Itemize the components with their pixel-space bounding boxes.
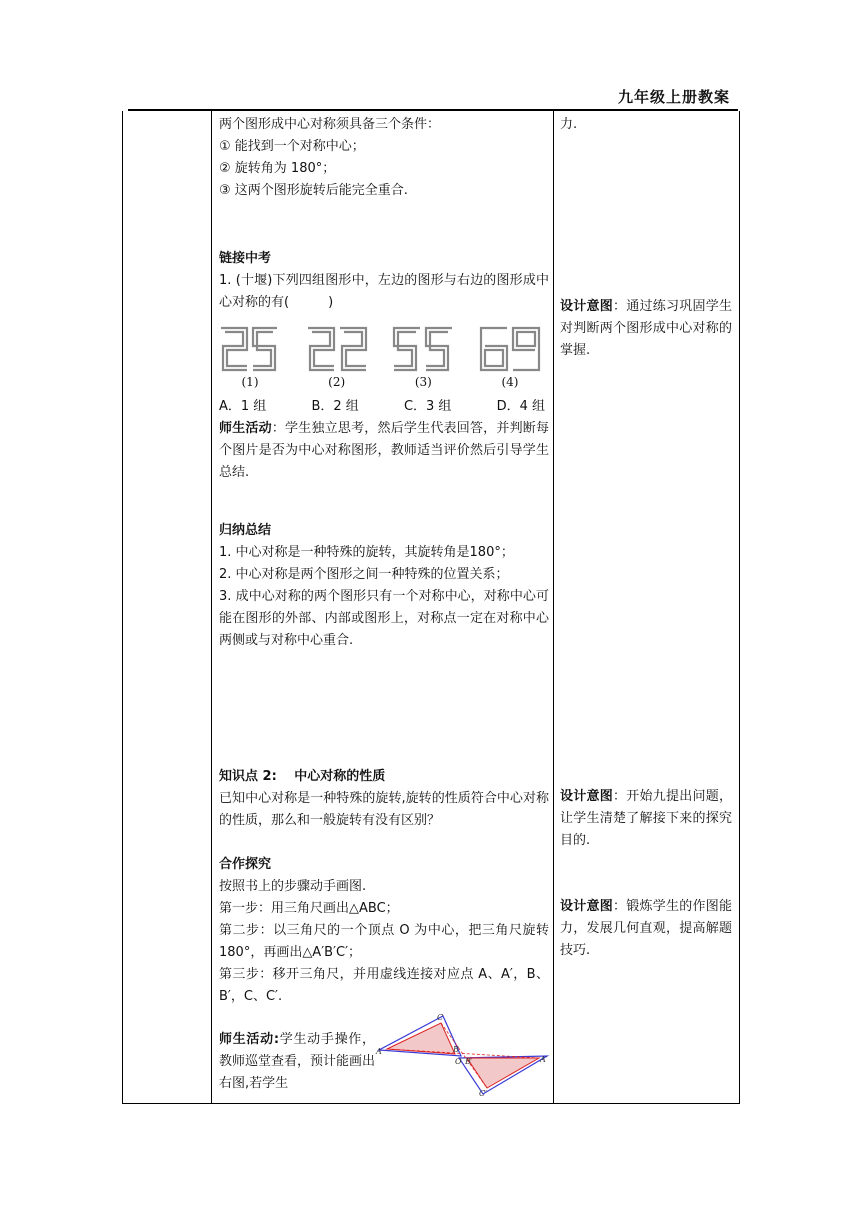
label-a: A — [376, 1047, 382, 1056]
knowledge-text: 已知中心对称是一种特殊的旋转,旋转的性质符合中心对称的性质，那么和一般旋转有没有区别？ — [219, 791, 549, 828]
knowledge-block — [219, 766, 549, 832]
knowledge-heading: 知识点 2: 中心对称的性质 — [219, 769, 386, 784]
column-divider-1 — [211, 111, 212, 1103]
design-note-label: 设计意图 — [560, 789, 613, 804]
answer-options — [219, 396, 545, 418]
design-note-3 — [560, 896, 732, 962]
page-header-title: 九年级上册教案 — [617, 88, 730, 106]
design-note-1 — [560, 296, 732, 362]
figure-label: (3) — [414, 375, 432, 389]
activity-label: 师生活动 — [219, 421, 272, 436]
coop-activity — [219, 1029, 375, 1095]
condition-item: ① 能找到一个对称中心； — [219, 139, 365, 154]
rotation-figure-shapes — [379, 1016, 547, 1094]
figure-label: (1) — [241, 375, 259, 389]
label-c: C — [437, 1013, 444, 1022]
option-b: B．2 组 — [311, 399, 359, 414]
summary-block — [219, 520, 549, 652]
label-c-prime: C′ — [479, 1089, 487, 1096]
option-d: D．4 组 — [496, 399, 545, 414]
digits-25-icon — [219, 324, 281, 372]
digits-22-icon — [306, 324, 368, 372]
design-note-text: ：通过练习巩固学生对判断两个图形成中心对称的掌握. — [560, 299, 732, 358]
coop-step-1: 第一步：用三角尺画出△ABC； — [219, 901, 399, 916]
coop-heading: 合作探究 — [219, 857, 272, 872]
note-top: 力. — [560, 117, 578, 132]
digit-figure-1 — [219, 324, 281, 390]
design-note-label: 设计意图 — [560, 299, 613, 314]
summary-item: 3. 成中心对称的两个图形只有一个对称中心，对称中心可能在图形的外部、内部或图形上，对称点一定在对称中心两侧或与对称中心重合. — [219, 589, 549, 648]
design-note-2 — [560, 786, 732, 852]
exam-question: 1. (十堰)下列四组图形中，左边的图形与右边的图形成中心对称的有( ) — [219, 273, 549, 310]
conditions-intro: 两个图形成中心对称须具备三个条件： — [219, 117, 441, 132]
figure-label: (4) — [501, 375, 519, 389]
digit-figure-2 — [306, 324, 368, 390]
figure-label: (2) — [328, 375, 346, 389]
label-b-prime: B′ — [465, 1057, 473, 1066]
digit-figure-3 — [392, 324, 454, 390]
coop-block — [219, 854, 549, 1008]
condition-item: ③ 这两个图形旋转后能完全重合. — [219, 183, 408, 198]
digits-69-icon — [479, 324, 541, 372]
design-note-label: 设计意图 — [560, 899, 613, 914]
triangle-a2b2c2 — [467, 1058, 539, 1088]
coop-intro: 按照书上的步骤动手画图. — [219, 879, 367, 894]
activity-text: 学生动手操作，教师巡堂查看，预计能画出右图,若学生 — [219, 1032, 376, 1091]
summary-item: 2. 中心对称是两个图形之间一种特殊的位置关系； — [219, 567, 509, 582]
lesson-table — [122, 111, 740, 1104]
exam-activity — [219, 418, 549, 484]
summary-heading: 归纳总结 — [219, 523, 272, 538]
digits-55-icon — [392, 324, 454, 372]
label-b: B — [453, 1045, 459, 1054]
option-a: A．1 组 — [219, 399, 267, 414]
column-divider-2 — [553, 111, 554, 1103]
design-note-text: ：锻炼学生的作图能力，发展几何直观，提高解题技巧. — [560, 899, 732, 958]
conditions-block — [219, 114, 549, 202]
activity-label: 师生活动: — [219, 1032, 280, 1047]
condition-item: ② 旋转角为 180°； — [219, 161, 336, 176]
exam-heading: 链接中考 — [219, 251, 272, 266]
exam-block — [219, 248, 549, 484]
rotation-figure — [375, 1012, 553, 1096]
design-note-text: ：开始九提出问题，让学生清楚了解接下来的探究目的. — [560, 789, 732, 848]
coop-step-2: 第二步：以三角尺的一个顶点 O 为中心，把三角尺旋转 180°，再画出△A′B′C′； — [219, 923, 549, 960]
digit-figures — [219, 324, 541, 390]
coop-step-3: 第三步：移开三角尺，并用虚线连接对应点 A、A′，B、B′，C、C′. — [219, 967, 549, 1004]
digit-figure-4 — [479, 324, 541, 390]
label-o: O — [455, 1057, 462, 1066]
label-a-prime: A′ — [540, 1055, 548, 1064]
option-c: C．3 组 — [403, 399, 452, 414]
activity-text: ：学生独立思考，然后学生代表回答，并判断每个图片是否为中心对称图形，教师适当评价然后引导学生总结. — [219, 421, 549, 480]
summary-item: 1. 中心对称是一种特殊的旋转，其旋转角是180°； — [219, 545, 514, 560]
